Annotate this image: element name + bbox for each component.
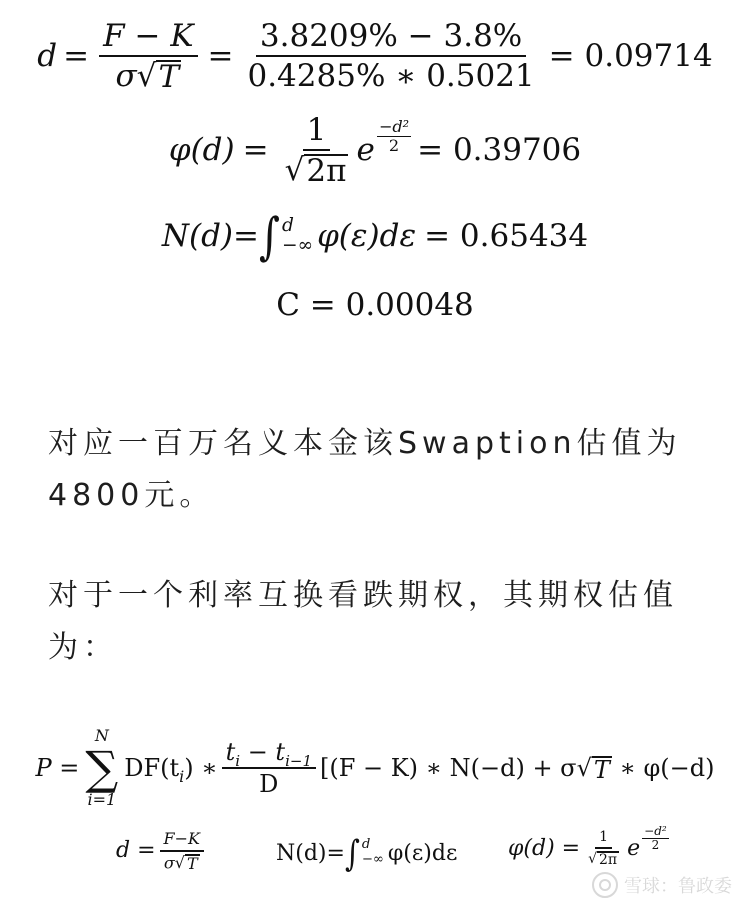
phi-frac-den: 2π (306, 153, 347, 190)
exp-e: e (356, 132, 375, 168)
watermark (592, 872, 732, 898)
phi-frac-num: 1 (303, 113, 331, 151)
bottom-phi-formula: φ(d) = 1 √ 2π e $\frac{\text{−d²}}{2}$ (508, 824, 667, 869)
formula-d-line: d = F − K σ√ T = $\frac{3.8209\% - 3.8\%}{0.4285\% ∗ 0.5021}$ = 0.09714 (37, 17, 713, 96)
integral-limits (282, 216, 313, 257)
integral-icon: ∫ (259, 206, 280, 266)
integral-icon: ∫ (344, 831, 360, 875)
d-frac-num: F − K (99, 19, 197, 57)
exponent-fraction (377, 118, 411, 154)
phi-fraction (281, 111, 353, 190)
bottom-d-num: F−K (160, 830, 204, 852)
sum-upper: N (94, 726, 109, 746)
N-lhs: N(d)= (161, 218, 259, 254)
put-rest: [(F − K) ∗ N(−d) + σ√ T ∗ φ(−d) (320, 754, 715, 784)
put-lhs: P = (35, 754, 80, 782)
summation-icon: N ∑ i=1 (85, 726, 119, 809)
df-term: $DF(t_i)$ ∗ (124, 754, 218, 786)
integral-upper: d (282, 214, 294, 236)
phi-result: = 0.39706 (417, 132, 582, 168)
d-result: = 0.09714 (548, 38, 713, 74)
formula-C-line (0, 280, 750, 330)
integrand: φ(ε)dε (317, 218, 417, 254)
sqrt-T: T (158, 59, 180, 96)
formula-phi-line: φ(d) = 1 √ 2π e $\frac{\text{−d²}}{2}$ = 0.39706 (168, 111, 582, 190)
paragraph-valuation: 对应一百万名义本金该Swaption估值为4800元。 (48, 426, 682, 513)
bottom-N-lhs: N(d)= (276, 840, 345, 866)
bottom-phi-lhs: φ(d) = (508, 836, 581, 862)
N-result: = 0.65434 (424, 218, 589, 254)
bottom-exp-e: e (627, 836, 641, 862)
sqrt-symbol: √ 2π (284, 152, 347, 190)
exp-num: −d² (378, 117, 410, 137)
d-frac-numeric-num: 3.8209% − 3.8% (256, 19, 526, 57)
d-fraction-symbolic (99, 17, 197, 96)
sqrt-symbol: √ T (136, 58, 180, 96)
watermark-text: 雪球：鲁政委 (624, 876, 732, 897)
formula-N-line (0, 204, 750, 268)
sigma-symbol: σ (115, 58, 137, 94)
d-fraction-numeric (243, 19, 538, 93)
sum-lower: i=1 (87, 790, 117, 809)
d-frac-numeric-den: 0.4285% ∗ 0.5021 (247, 58, 535, 94)
bottom-d-lhs: d = (116, 838, 156, 864)
bottom-d-formula: d = F−K σ√ T (116, 830, 208, 872)
put-fraction: $\frac{t_i - t_{i-1}}{D}$ (222, 739, 316, 798)
bottom-N-integrand: φ(ε)dε (387, 840, 458, 866)
integral-lower: −∞ (282, 235, 314, 256)
d-lhs: d (37, 38, 58, 74)
phi-lhs: φ(d) (168, 132, 235, 168)
formula-put (0, 720, 750, 816)
bottom-N-formula: N(d)= ∫ d −∞ φ(ε)dε (276, 831, 458, 875)
put-frac-den: D (259, 770, 279, 798)
exp-den: 2 (388, 135, 400, 155)
paragraph-put-intro: 对于一个利率互换看跌期权，其期权估值为： (48, 578, 678, 665)
snowball-logo-icon (592, 872, 618, 898)
C-result: C = 0.00048 (276, 287, 474, 323)
